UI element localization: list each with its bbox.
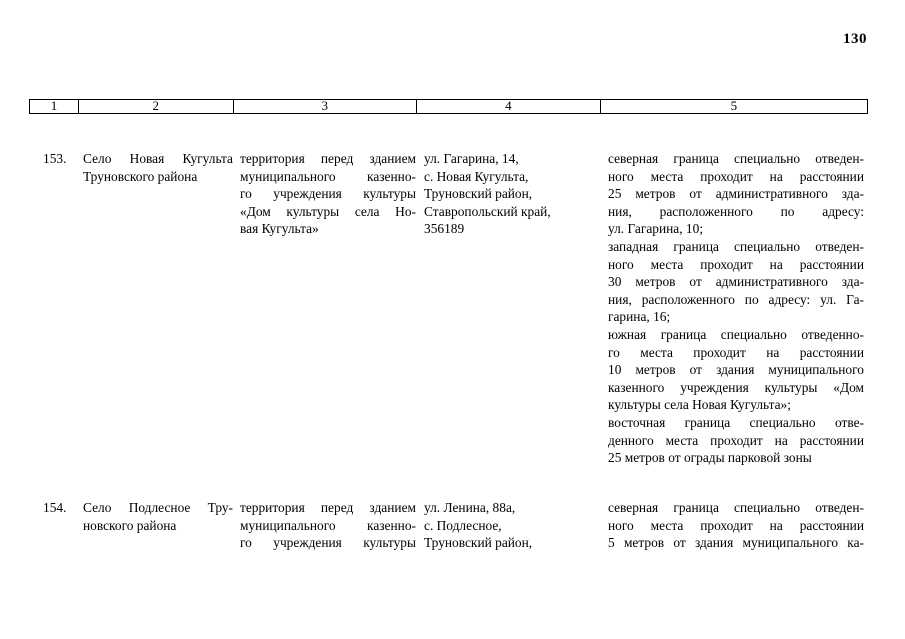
address bbox=[424, 150, 596, 238]
description-line: го учреждения культуры bbox=[240, 535, 416, 551]
description-line: «Дом культуры села Но- bbox=[240, 203, 416, 219]
name-line: новского района bbox=[83, 517, 177, 533]
boundary-line: 30 метров от административного зда- bbox=[608, 274, 864, 290]
boundary-line: 10 метров от здания муниципального bbox=[608, 362, 864, 378]
address-line: с. Подлесное, bbox=[424, 517, 502, 533]
boundary-line: 25 метров от ограды парковой зоны bbox=[608, 450, 812, 466]
settlement-name bbox=[83, 150, 233, 185]
territory-description bbox=[240, 499, 416, 552]
boundary-line: 25 метров от административного зда- bbox=[608, 186, 864, 202]
address-line: ул. Ленина, 88а, bbox=[424, 500, 516, 515]
boundary-line: ния, расположенного по адресу: bbox=[608, 203, 864, 219]
description-line: го учреждения культуры bbox=[240, 186, 416, 202]
boundary-line: казенного учреждения культуры «Дом bbox=[608, 379, 864, 395]
description-line: муниципального казенно- bbox=[240, 168, 416, 184]
territory-description bbox=[240, 150, 416, 238]
boundary-line: северная граница специально отведен- bbox=[608, 151, 864, 166]
boundary-line: южная граница специально отведенно- bbox=[608, 326, 864, 342]
name-line: Село Новая Кугульта bbox=[83, 151, 233, 166]
header-col-1: 1 bbox=[30, 100, 79, 113]
table-header bbox=[29, 99, 868, 114]
entry-number: 154. bbox=[43, 500, 67, 515]
header-col-5: 5 bbox=[730, 98, 738, 113]
boundary-line: ния, расположенного по адресу: ул. Га- bbox=[608, 291, 864, 307]
address-line: Труновский район, bbox=[424, 186, 533, 202]
boundary-line: денного места проходит на расстоянии bbox=[608, 432, 864, 448]
boundary-line: ного места проходит на расстоянии bbox=[608, 168, 864, 184]
address-line: Труновский район, bbox=[424, 535, 533, 551]
header-col-3: 3 bbox=[234, 100, 418, 113]
boundary-line: северная граница специально отведен- bbox=[608, 500, 864, 515]
address-line: с. Новая Кугульта, bbox=[424, 168, 529, 184]
boundary-line: го места проходит на расстоянии bbox=[608, 344, 864, 360]
address-line: Ставропольский край, bbox=[424, 203, 551, 219]
boundary-line: гарина, 16; bbox=[608, 309, 671, 325]
address bbox=[424, 499, 596, 552]
boundary-line: 5 метров от здания муниципального ка- bbox=[608, 535, 864, 551]
entry-number: 153. bbox=[43, 151, 67, 166]
page-number: 130 bbox=[843, 31, 867, 47]
boundary-line: западная граница специально отведен- bbox=[608, 238, 864, 254]
description-line: территория перед зданием bbox=[240, 151, 416, 166]
description-line: территория перед зданием bbox=[240, 500, 416, 515]
boundary-line: ного места проходит на расстоянии bbox=[608, 256, 864, 272]
header-col-4: 4 bbox=[417, 100, 601, 113]
boundary-line: ного места проходит на расстоянии bbox=[608, 517, 864, 533]
address-line: 356189 bbox=[424, 221, 465, 237]
name-line: Село Подлесное Тру- bbox=[83, 500, 233, 515]
address-line: ул. Гагарина, 14, bbox=[424, 151, 519, 166]
settlement-name bbox=[83, 499, 233, 534]
name-line: Труновского района bbox=[83, 168, 198, 184]
description-line: муниципального казенно- bbox=[240, 517, 416, 533]
boundary-line: ул. Гагарина, 10; bbox=[608, 221, 704, 237]
boundary-description bbox=[608, 499, 864, 552]
description-line: вая Кугульта» bbox=[240, 221, 319, 237]
boundary-line: культуры села Новая Кугульта»; bbox=[608, 397, 791, 413]
header-col-2: 2 bbox=[79, 100, 234, 113]
boundary-description bbox=[608, 150, 864, 467]
boundary-line: восточная граница специально отве- bbox=[608, 414, 864, 430]
